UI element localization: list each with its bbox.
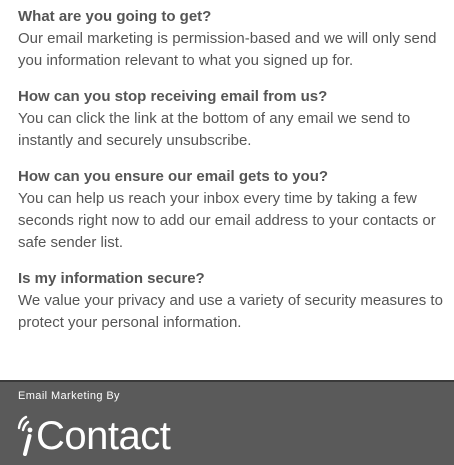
faq-item: [18, 268, 448, 334]
faq-question: What are you going to get?: [18, 8, 212, 25]
footer: [0, 380, 454, 465]
faq-question: How can you stop receiving email from us?: [18, 88, 328, 105]
logo-text: Contact: [36, 414, 171, 458]
faq-question: Is my information secure?: [18, 270, 205, 287]
faq-item: [18, 6, 448, 72]
faq-answer: You can click the link at the bottom of any email we send to instantly and securely unsubscribe.: [18, 110, 411, 149]
icontact-logo[interactable]: [16, 412, 170, 456]
signal-waves-icon: [16, 414, 38, 456]
faq-answer: Our email marketing is permission-based and we will only send you information relevant to what you signed up for.: [18, 30, 437, 69]
faq-section: [18, 6, 448, 348]
faq-answer: We value your privacy and use a variety of security measures to protect your personal information.: [18, 292, 443, 331]
footer-label: Email Marketing By: [18, 390, 120, 402]
faq-answer: You can help us reach your inbox every time by taking a few seconds right now to add our email address to your contacts or safe sender list.: [18, 190, 436, 251]
faq-question: How can you ensure our email gets to you?: [18, 168, 329, 185]
faq-item: [18, 166, 448, 254]
faq-item: [18, 86, 448, 152]
